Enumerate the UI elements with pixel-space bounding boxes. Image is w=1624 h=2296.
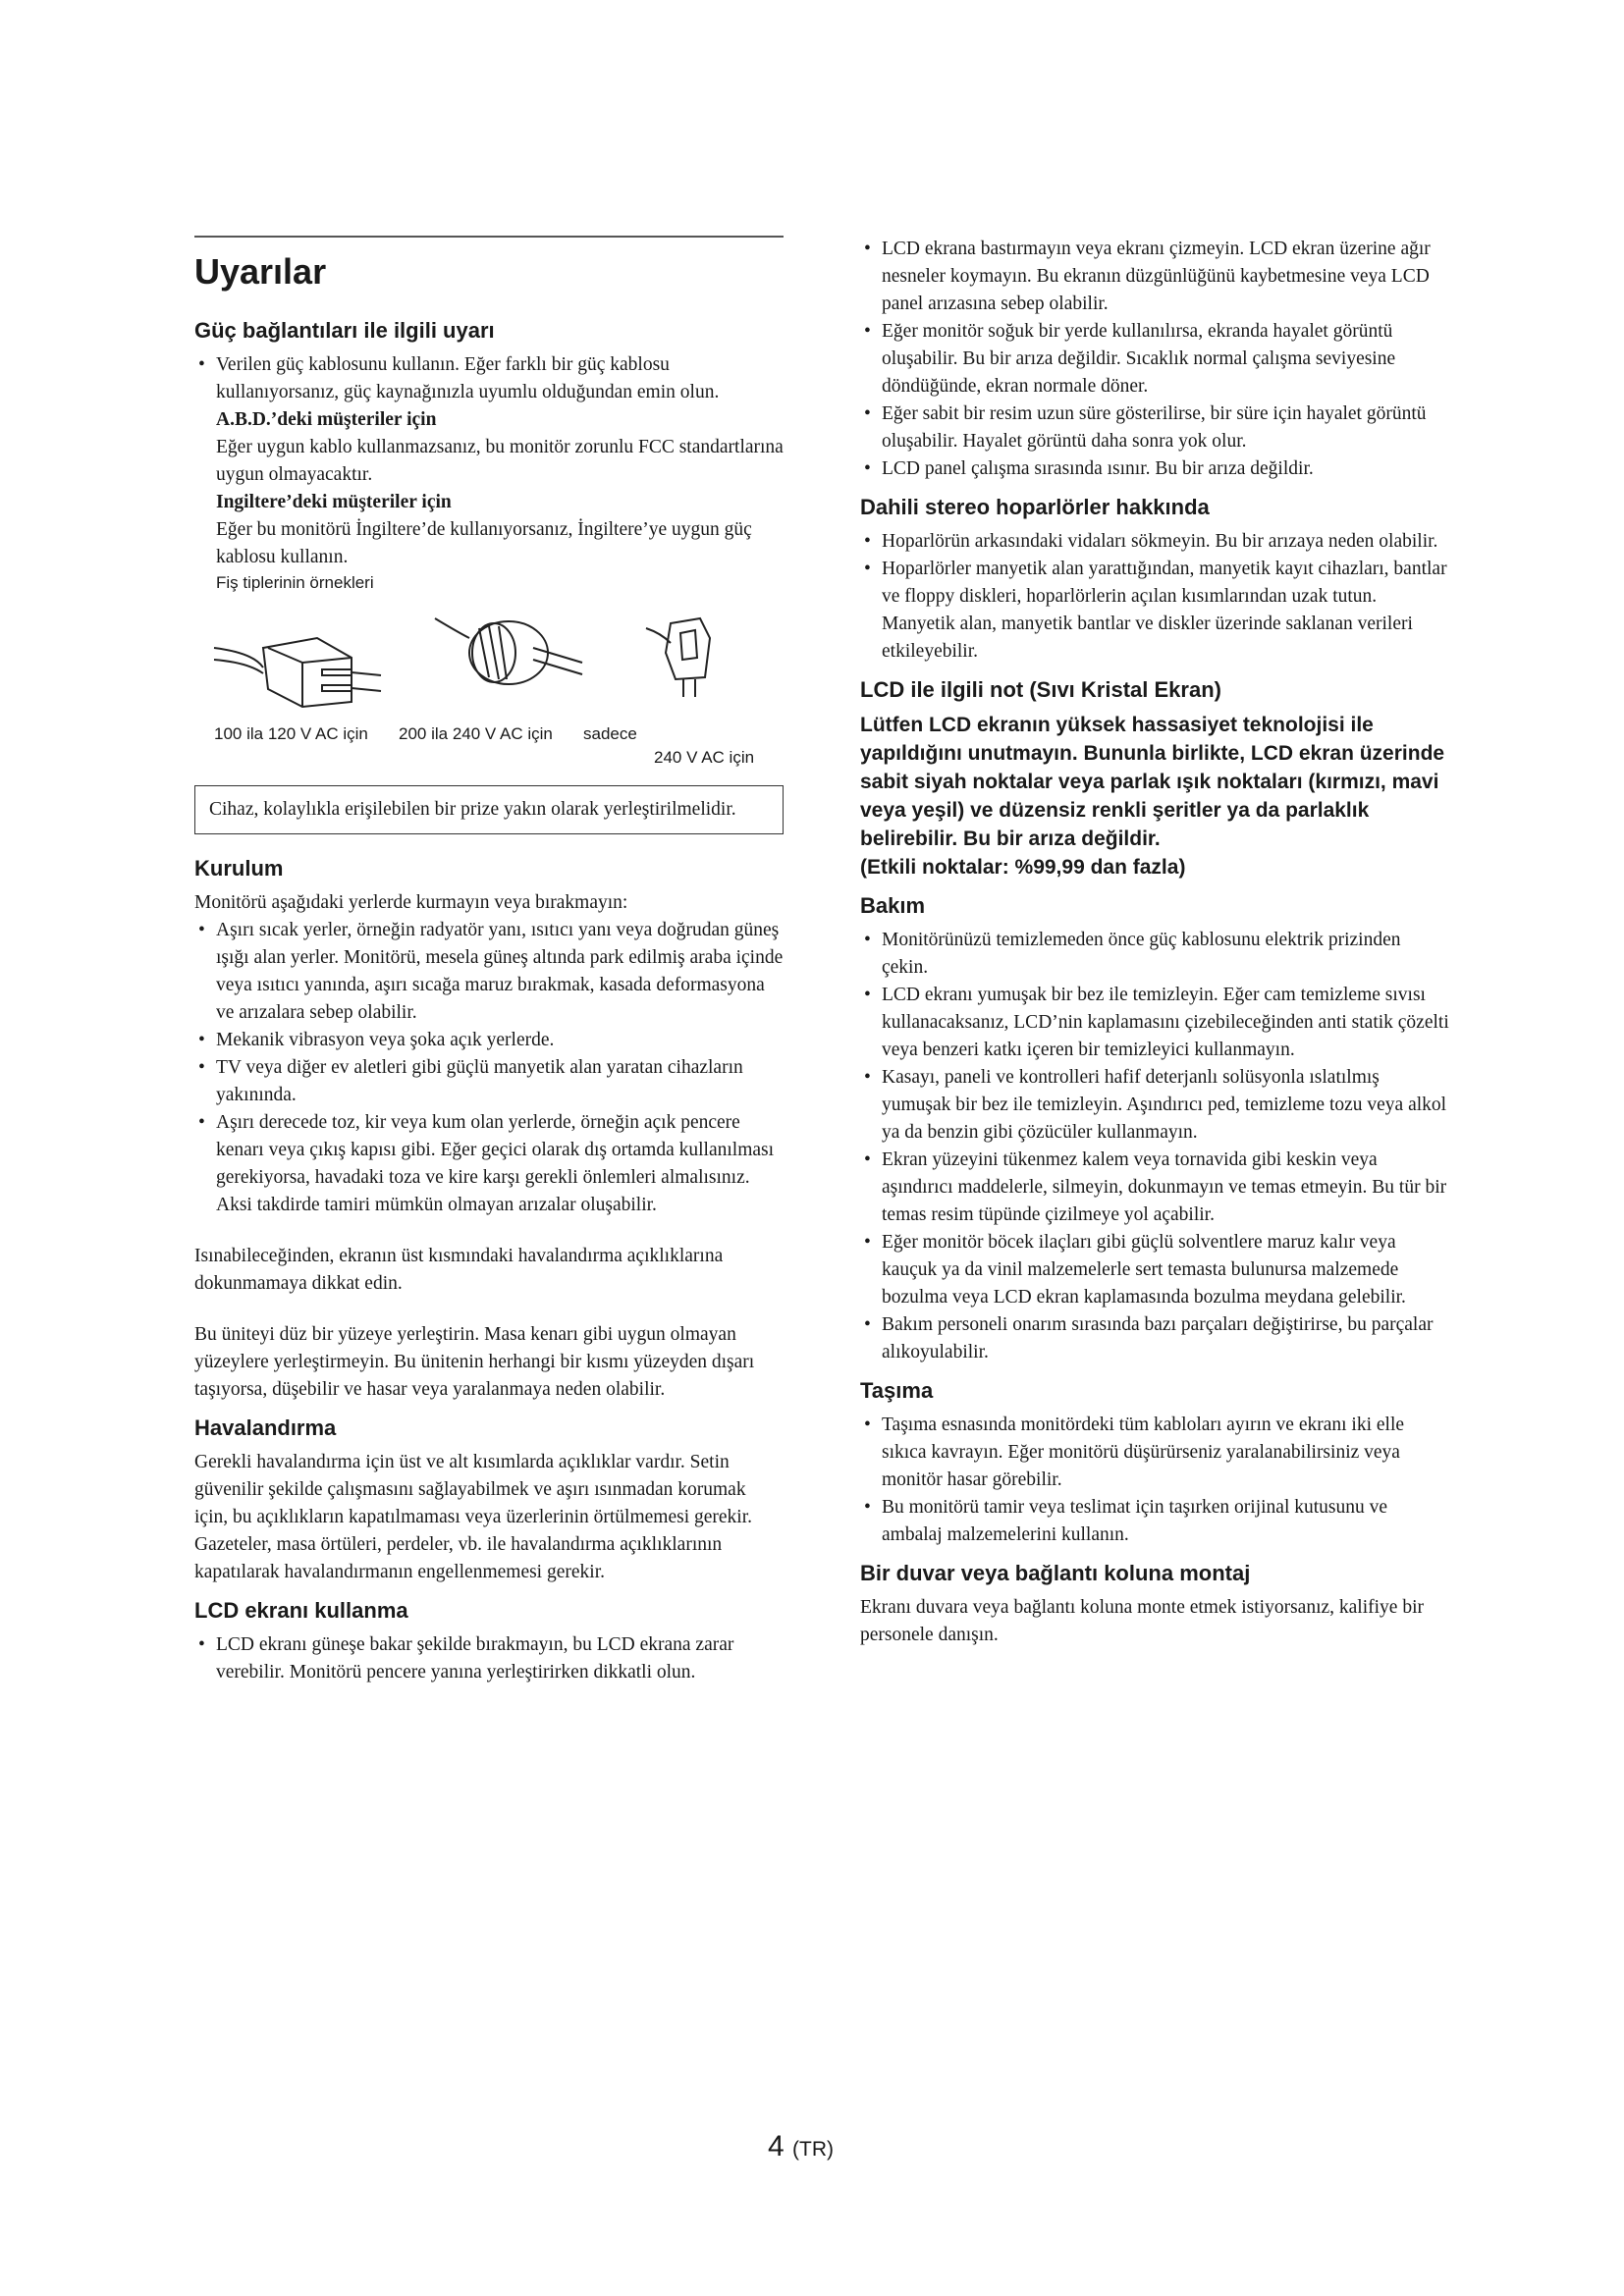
list-item: • Mekanik vibrasyon veya şoka açık yerlerde. — [194, 1027, 784, 1054]
transport-heading: Taşıma — [860, 1378, 934, 1403]
right-column — [860, 236, 1449, 1649]
power-subsections — [194, 406, 784, 595]
page-lang: (TR) — [792, 2138, 835, 2161]
list-item: • Eğer sabit bir resim uzun süre gösterilirse, bir süre için hayalet görüntü oluşabilir. Hayalet görüntü daha sonra yok olur. — [860, 400, 1449, 455]
install-para-1: Isınabileceğinden, ekranın üst kısmındaki havalandırma açıklıklarına dokunmamaya dikkat edin. — [194, 1246, 724, 1294]
uk-heading: Ingiltere’deki müşteriler için — [216, 492, 452, 512]
list-item: • Verilen güç kablosunu kullanın. Eğer farklı bir güç kablosu kullanıyorsanız, güç kaynağınızla uyumlu olduğundan emin olun. — [194, 351, 784, 406]
warning-box-text: Cihaz, kolaylıkla erişilebilen bir prize yakın olarak yerleştirilmelidir. — [209, 799, 736, 820]
lcd-note-text: Lütfen LCD ekranın yüksek hassasiyet teknolojisi ile yapıldığını unutmayın. Bununla birlikte, LCD ekran üzerinde sabit siyah noktalar veya parlak ışık noktaları (kırmızı, mavi veya yeşil) ve düzensiz renkli şeritler ya da parlaklık belirebilir. Bu bir arıza değildir. — [860, 714, 1445, 850]
vent-heading: Havalandırma — [194, 1415, 337, 1440]
care-heading: Bakım — [860, 893, 926, 918]
plug-types-icon — [194, 609, 784, 717]
caption-240: 240 V AC için — [654, 748, 755, 767]
uk-text: Eğer bu monitörü İngiltere’de kullanıyorsanız, İngiltere’ye uygun güç kablosu kullanın. — [216, 519, 752, 567]
plug-illustration — [194, 609, 784, 717]
lcd-care-list — [860, 236, 1449, 483]
page-title: Uyarılar — [194, 251, 327, 292]
page-number-value: 4 — [768, 2130, 785, 2163]
power-heading: Güç bağlantıları ile ilgili uyarı — [194, 318, 495, 343]
list-item: • Eğer monitör soğuk bir yerde kullanılırsa, ekranda hayalet görüntü oluşabilir. Bu bir arıza değildir. Sıcaklık normal çalışma seviyesine döndüğünde, ekran normale döner. — [860, 318, 1449, 400]
speakers-list — [860, 528, 1449, 666]
install-heading: Kurulum — [194, 856, 284, 881]
list-item: • Eğer monitör böcek ilaçları gibi güçlü solventlere maruz kalır veya kauçuk ya da vinil malzemelerle sert temasta bulunursa malzemede bozulma veya LCD ekran kaplamasında bozulma meydana gelebilir. — [860, 1229, 1449, 1311]
warning-box — [194, 785, 784, 834]
list-item: • TV veya diğer ev aletleri gibi güçlü manyetik alan yaratan cihazların yakınında. — [194, 1054, 784, 1109]
lcd-note-heading: LCD ile ilgili not (Sıvı Kristal Ekran) — [860, 677, 1221, 702]
usa-text: Eğer uygun kablo kullanmazsanız, bu monitör zorunlu FCC standartlarına uygun olmayacaktır. — [216, 437, 784, 485]
list-item: • Hoparlörler manyetik alan yarattığından, manyetik kayıt cihazları, bantlar ve floppy diskleri, hoparlörlerin açılan kısımlarından uzak tutun. Manyetik alan, manyetik bantlar ve diskler üzerinde saklanan verileri etkileyebilir. — [860, 556, 1449, 666]
lcd-use-heading: LCD ekranı kullanma — [194, 1598, 408, 1623]
list-item: • LCD ekranı güneşe bakar şekilde bırakmayın, bu LCD ekrana zarar verebilir. Monitörü pencere yanına yerleştirirken dikkatli olun. — [194, 1631, 784, 1686]
care-list — [860, 927, 1449, 1366]
speakers-heading: Dahili stereo hoparlörler hakkında — [860, 495, 1210, 519]
list-item: • Aşırı sıcak yerler, örneğin radyatör yanı, ısıtıcı yanı veya doğrudan güneş ışığı alan yerler. Monitörü, mesela güneş altında park edilmiş araba içinde veya ısıtıcı yanında, aşırı sıcağa maruz bırakmak, kasada deformasyona ve arızalara sebep olabilir. — [194, 917, 784, 1027]
list-item: • Taşıma esnasında monitördeki tüm kabloları ayırın ve ekranı iki elle sıkıca kavrayın. Eğer monitörü düşürürseniz yaralanabilirsiniz veya monitör hasar görebilir. — [860, 1412, 1449, 1494]
list-item: • Bakım personeli onarım sırasında bazı parçaları değiştirirse, bu parçalar alıkoyulabilir. — [860, 1311, 1449, 1366]
list-item: • LCD panel çalışma sırasında ısınır. Bu bir arıza değildir. — [860, 455, 1449, 483]
list-item: • Ekran yüzeyini tükenmez kalem veya tornavida gibi keskin veya aşındırıcı maddelerle, silmeyin, dokunmayın ve temas etmeyin. Bu tür bir temas resim tüpünde çizilmeye yol açabilir. — [860, 1147, 1449, 1229]
plug-captions — [194, 722, 784, 779]
lcd-use-list — [194, 1631, 784, 1686]
list-item: • Monitörünüzü temizlemeden önce güç kablosunu elektrik prizinden çekin. — [860, 927, 1449, 982]
caption-200-240: 200 ila 240 V AC için — [399, 724, 553, 743]
list-item: • Bu monitörü tamir veya teslimat için taşırken orijinal kutusunu ve ambalaj malzemelerini kullanın. — [860, 1494, 1449, 1549]
wall-text: Ekranı duvara veya bağlantı koluna monte etmek istiyorsanız, kalifiye bir personele danışın. — [860, 1597, 1424, 1645]
list-item: • Aşırı derecede toz, kir veya kum olan yerlerde, örneğin açık pencere kenarı veya çıkış kapısı gibi. Eğer geçici olarak dış ortamda kullanılması gerekiyorsa, havadaki toza ve kire karşı gerekli önlemleri almalısınız. Aksi takdirde tamiri mümkün olmayan arızalar oluşabilir. — [194, 1109, 784, 1219]
page-number — [768, 2130, 834, 2163]
vent-para-1: Gerekli havalandırma için üst ve alt kısımlarda açıklıklar vardır. Setin güvenilir şekilde çalışmasını sağlayabilmek ve aşırı ısınmadan korumak için, bu açıklıkların kapatılmaması veya üzerlerinin örtülmemesi gerekir. — [194, 1452, 753, 1527]
usa-heading: A.B.D.’deki müşteriler için — [216, 409, 437, 430]
wall-heading: Bir duvar veya bağlantı koluna montaj — [860, 1561, 1251, 1585]
plug-examples-label: Fiş tiplerinin örnekleri — [216, 573, 374, 592]
list-item: • Kasayı, paneli ve kontrolleri hafif deterjanlı solüsyonla ıslatılmış yumuşak bir bez ile temizleyin. Aşındırıcı ped, temizleme tozu veya alkol ya da benzin gibi çözücüler kullanmayın. — [860, 1064, 1449, 1147]
power-list — [194, 351, 784, 406]
list-item: • LCD ekrana bastırmayın veya ekranı çizmeyin. LCD ekran üzerine ağır nesneler koymayın. Bu ekranın düzgünlüğünü kaybetmesine veya LCD panel arızasına sebep olabilir. — [860, 236, 1449, 318]
caption-100-120: 100 ila 120 V AC için — [214, 724, 368, 743]
vent-para-2: Gazeteler, masa örtüleri, perdeler, vb. ile havalandırma açıklıklarının kapatılarak havalandırmanın engellenmemesi gerekir. — [194, 1534, 723, 1582]
install-intro: Monitörü aşağıdaki yerlerde kurmayın veya bırakmayın: — [194, 892, 628, 913]
left-column — [194, 236, 784, 1686]
top-rule — [194, 236, 784, 238]
caption-only: sadece — [583, 724, 637, 743]
list-item: • LCD ekranı yumuşak bir bez ile temizleyin. Eğer cam temizleme sıvısı kullanacaksanız, LCD’nin kaplamasını çizebileceğinden anti statik çözelti veya benzeri katkı içeren bir temizleyici kullanmayın. — [860, 982, 1449, 1064]
transport-list — [860, 1412, 1449, 1549]
lcd-note-effective: (Etkili noktalar: %99,99 dan fazla) — [860, 856, 1186, 879]
install-list — [194, 917, 784, 1219]
install-para-2: Bu üniteyi düz bir yüzeye yerleştirin. Masa kenarı gibi uygun olmayan yüzeylere yerleştirmeyin. Bu ünitenin herhangi bir kısmı yüzeyden dışarı taşıyorsa, düşebilir ve hasar veya yaralanmaya neden olabilir. — [194, 1324, 755, 1400]
list-item: • Hoparlörün arkasındaki vidaları sökmeyin. Bu bir arızaya neden olabilir. — [860, 528, 1449, 556]
